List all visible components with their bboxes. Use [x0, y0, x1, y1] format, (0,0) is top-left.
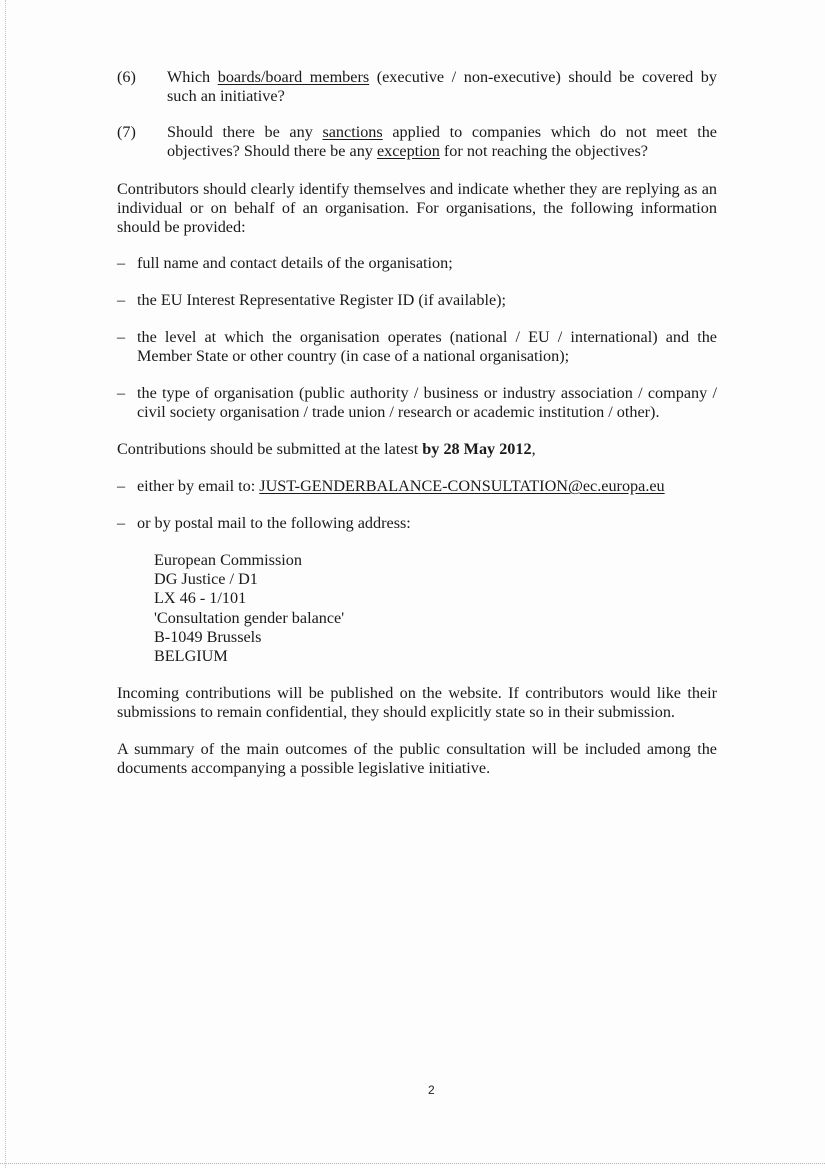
list-item [117, 384, 717, 422]
deadline-date: by 28 May 2012 [422, 440, 532, 458]
address-line: 'Consultation gender balance' [154, 608, 345, 627]
scan-edge-bottom [0, 1163, 825, 1164]
question-text: for not reaching the objectives? [439, 142, 648, 160]
question-term-boards: boards/board members [217, 68, 370, 86]
publication-note: Incoming contributions will be published on the website. If contributors would like their submissions to remain confidential, they should explicitly state so in their submission. [117, 684, 717, 722]
question-text: applied to companies which do not meet the objectives? Should there be any [167, 123, 717, 160]
list-item-text: the type of organisation (public authority / business or industry association / company / civil society organisation / trade union / research or academic institution / other). [137, 384, 717, 421]
document-body [117, 68, 717, 796]
list-item [117, 254, 717, 273]
deadline-punct: , [531, 440, 536, 458]
question-number: (7) [117, 123, 136, 141]
dash-bullet: – [117, 328, 126, 346]
email-intro-text: either by email to: [137, 477, 260, 495]
question-text: (executive / non-executive) should be covered by such an initiative? [167, 68, 717, 105]
dash-bullet: – [117, 384, 126, 402]
dash-bullet: – [117, 291, 126, 309]
address-line: European Commission [154, 551, 302, 569]
dash-bullet: – [117, 514, 126, 532]
question-6 [117, 68, 717, 106]
postal-intro-text: or by postal mail to the following address: [137, 514, 411, 532]
deadline-text: Contributions should be submitted at the latest [117, 440, 423, 458]
postal-address [154, 551, 717, 666]
address-line: B-1049 Brussels [154, 627, 262, 646]
list-item-text: the level at which the organisation operates (national / EU / international) and the Member State or other country (in case of a national organisation); [137, 328, 717, 365]
question-text: Which [167, 68, 218, 86]
email-link[interactable]: JUST-GENDERBALANCE-CONSULTATION@ec.europa.eu [259, 477, 665, 495]
contributor-intro: Contributors should clearly identify themselves and indicate whether they are replying as an individual or on behalf of an organisation. For organisations, the following information should be provided: [117, 180, 717, 236]
submission-email-item [117, 477, 717, 496]
question-text: Should there be any [167, 123, 323, 141]
dash-bullet: – [117, 477, 126, 495]
list-item [117, 328, 717, 366]
question-term-exception: exception [376, 142, 440, 160]
deadline-sentence [117, 440, 717, 459]
address-line: DG Justice / D1 [154, 570, 258, 589]
page-number: 2 [428, 1083, 435, 1097]
question-number: (6) [117, 68, 136, 86]
address-line: BELGIUM [154, 647, 228, 666]
list-item-text: the EU Interest Representative Register ID (if available); [137, 291, 507, 309]
scan-edge-left [5, 0, 6, 1168]
question-7 [117, 123, 717, 161]
address-line: LX 46 - 1/101 [154, 589, 247, 608]
list-item [117, 291, 717, 310]
dash-bullet: – [117, 254, 126, 272]
question-term-sanctions: sanctions [322, 123, 383, 141]
list-item-text: full name and contact details of the organisation; [137, 254, 453, 272]
summary-note: A summary of the main outcomes of the public consultation will be included among the documents accompanying a possible legislative initiative. [117, 740, 717, 778]
submission-postal-item [117, 514, 717, 533]
